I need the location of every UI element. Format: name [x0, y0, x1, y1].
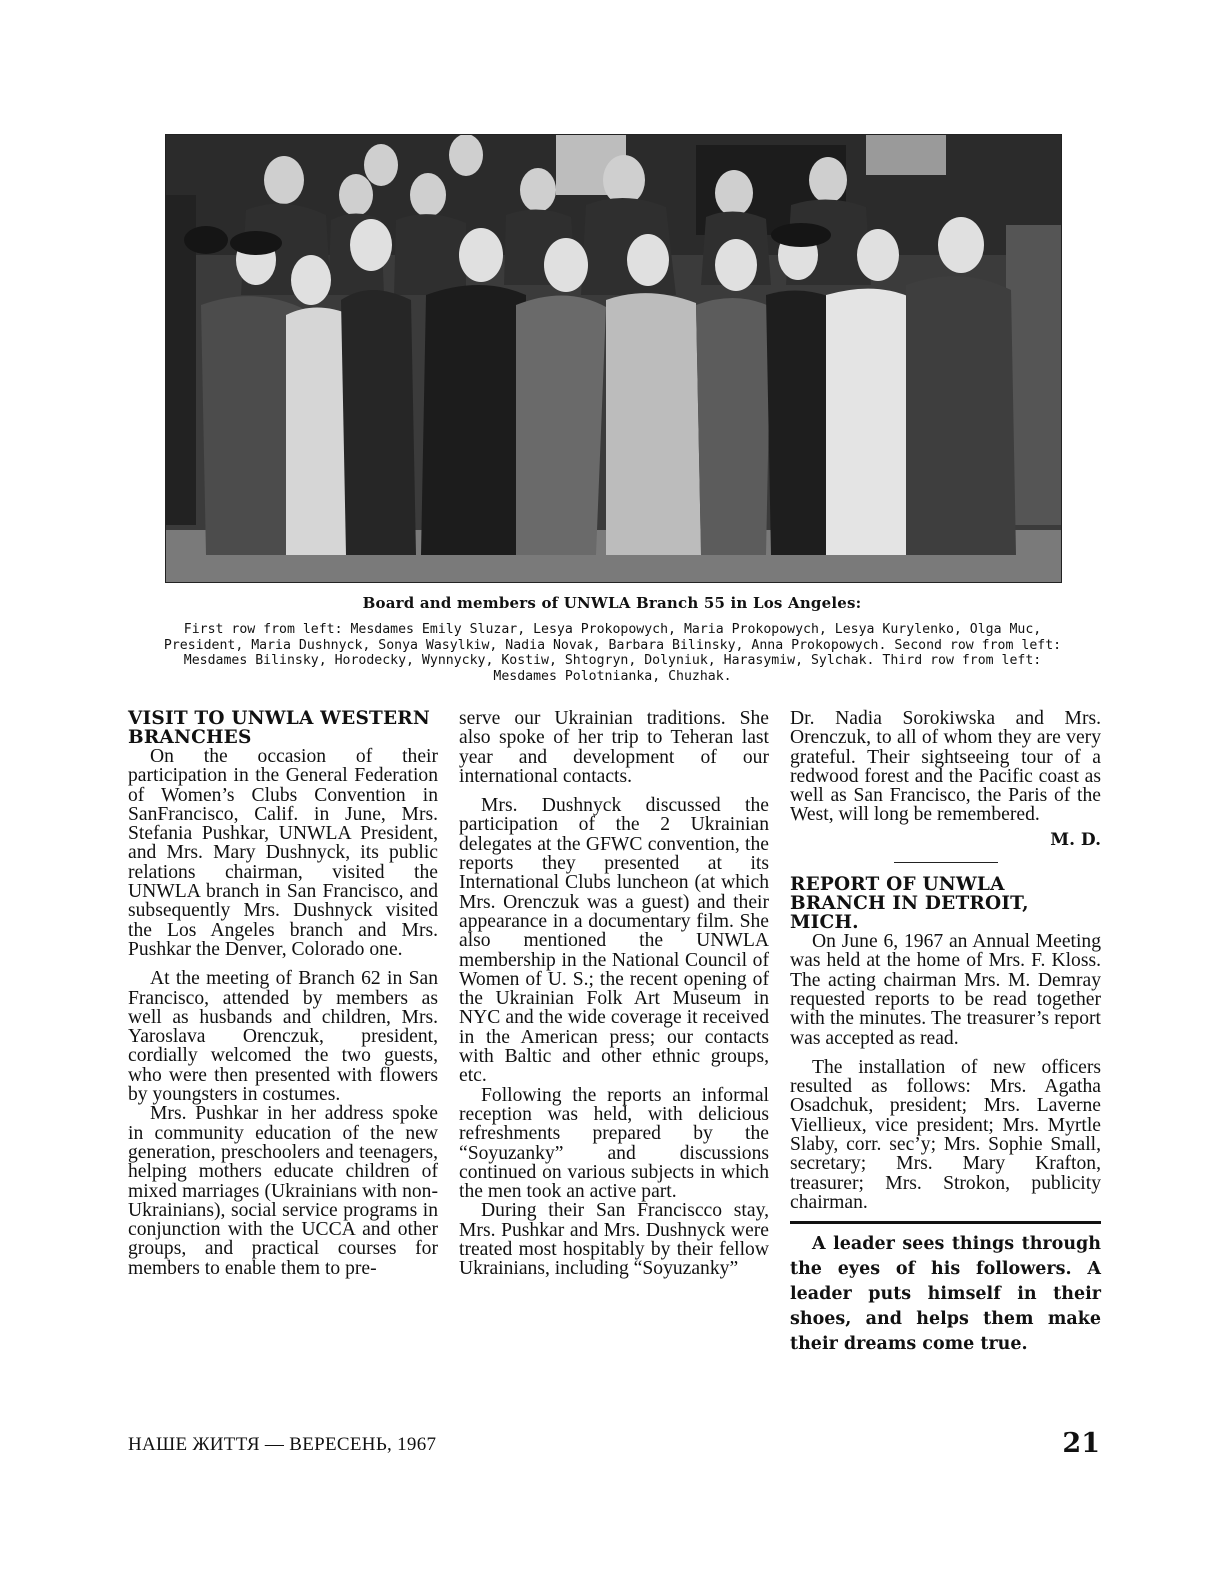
article-heading-detroit: REPORT OF UNWLA BRANCH IN DETROIT, MICH. [790, 874, 1029, 934]
article-paragraph: On the occasion of their participation in the General Federation of Women’s Clubs Convention in SanFrancisco, Calif. in June, Mrs. Stefania Pushkar, UNWLA President, and Mrs. Mary Dushnyck, its public relations chairman, visited the UNWLA branch in San Francisco, and subsequently Mrs. Dushnyck visited the Los Angeles branch and Mrs. Pushkar the Denver, Colorado one. [128, 746, 438, 960]
publication-footer: НАШЕ ЖИТТЯ — ВЕРЕСЕНЬ, 1967 [128, 1434, 437, 1455]
article-paragraph: Mrs. Pushkar in her address spoke in community education of the new generation, preschoolers and teenagers, helping mothers educate children of mixed marriages (Ukrainians with non-Ukrainians), social service programs in conjunction with the UCCA and other groups, and practical courses for members to enable them to pre- [128, 1103, 438, 1279]
article-paragraph-continued: Dr. Nadia Sorokiwska and Mrs. Orenczuk, to all of whom they are very grateful. Their sightseeing tour of a redwood forest and the Pacific coast as well as San Francisco, the Paris of the West, will long be remembered. [790, 708, 1101, 826]
quote-divider [790, 1221, 1101, 1224]
article-paragraph-continued: serve our Ukrainian traditions. She also spoke of her trip to Teheran last year and development of our international contacts. [459, 708, 769, 787]
article-paragraph: At the meeting of Branch 62 in San Francisco, attended by members as well as husbands and children, Mrs. Yaroslava Orenczuk, president, cordially welcomed the two guests, who were then presented with flowers by youngsters in costumes. [128, 968, 438, 1106]
article-paragraph: On June 6, 1967 an Annual Meeting was held at the home of Mrs. F. Kloss. The acting chairman Mrs. M. Demray requested reports to be read together with the minutes. The treasurer’s report was accepted as read. [790, 931, 1101, 1049]
leadership-quote: A leader sees things through the eyes of his followers. A leader puts himself in their shoes, and helps them make their dreams come true. [790, 1234, 1101, 1355]
page-number: 21 [1062, 1428, 1100, 1459]
article-paragraph: The installation of new officers resulted as follows: Mrs. Agatha Osadchuk, president; Mrs. Laverne Viellieux, vice president; Mrs. Myrtle Slaby, corr. sec’y; Mrs. Sophie Small, secretary; Mrs. Mary Krafton, treasurer; Mrs. Strokon, publicity chairman. [790, 1056, 1101, 1213]
article-column-3 [790, 709, 1101, 1357]
article-signature: M. D. [1050, 829, 1101, 850]
photo-caption-title: Board and members of UNWLA Branch 55 in Los Angeles: [362, 594, 862, 612]
section-divider [894, 862, 998, 863]
article-paragraph: Mrs. Dushnyck discussed the participation of the 2 Ukrainian delegates at the GFWC convention, the reports they presented at its International Clubs luncheon (at which Mrs. Orenczuk was a guest) and their appearance in a documentary film. She also mentioned the UNWLA membership in the National Council of Women of U. S.; the recent opening of the Ukrainian Folk Art Museum in NYC and the wide coverage it received in the American press; our contacts with Baltic and other ethnic groups, etc. [459, 795, 769, 1087]
article-column-2 [459, 709, 769, 1279]
article-paragraph: Following the reports an informal reception was held, with delicious refreshments prepared by the “Soyuzanky” and discussions continued on various subjects in which the men took an active part. [459, 1084, 769, 1203]
photo-caption-body: First row from left: Mesdames Emily Sluzar, Lesya Prokopowych, Maria Prokopowych, Lesya Kurylenko, Olga Muc, President, Maria Dushnyck, Sonya Wasylkiw, Nadia Novak, Barbara Bilinsky, Anna Prokopowych. Second row from left: Mesdames Bilinsky, Horodecky, Wynnycky, Kostiw, Shtogryn, Dolyniuk, Harasymiw, Sylchak. Third row from left: Mesdames Polotnianka, Chuzhak. [163, 622, 1062, 684]
article-paragraph: During their San Franciscco stay, Mrs. Pushkar and Mrs. Dushnyck were treated most hospitably by their fellow Ukrainians, including “Soyuzanky” [459, 1200, 769, 1280]
article-column-1 [128, 709, 438, 1278]
group-photo [165, 134, 1062, 583]
article-heading-visit: VISIT TO UNWLA WESTERN BRANCHES [128, 708, 430, 748]
group-photo-illustration [166, 135, 1061, 582]
